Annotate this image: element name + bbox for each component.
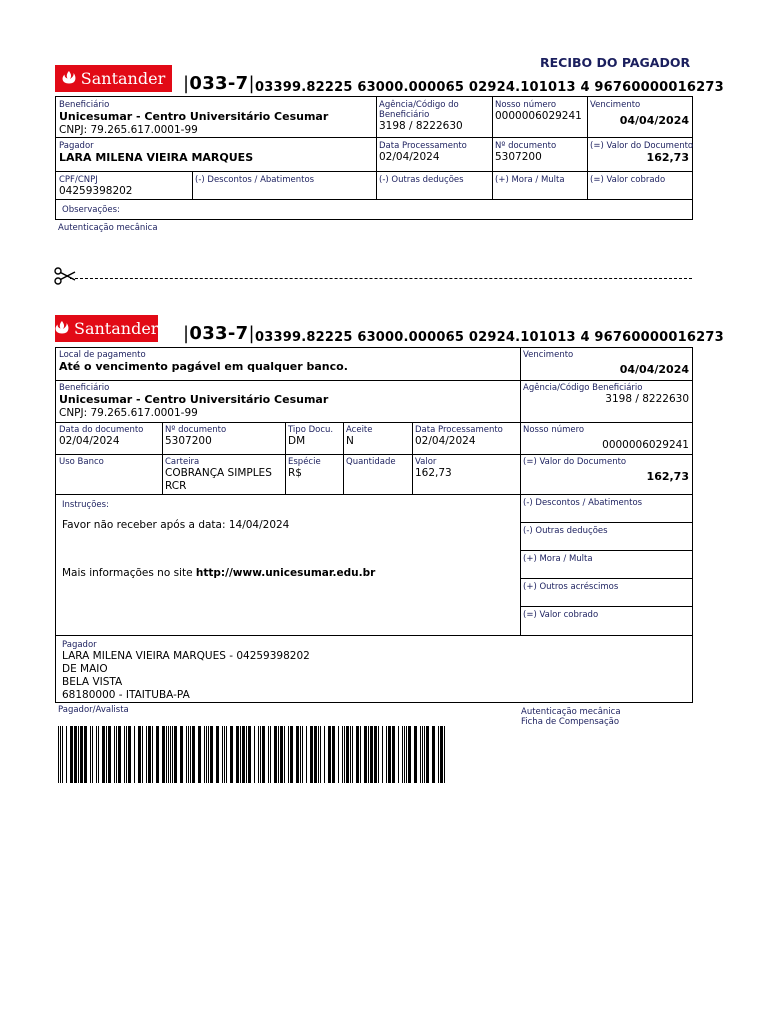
barcode-bar [332,726,335,783]
agencia-label: Agência/Código do Beneficiário [379,100,459,120]
barcode-bar [226,726,227,783]
mora-label: (+) Mora / Multa [523,554,593,564]
barcode-bar [302,726,303,783]
recibo-table [55,96,693,220]
barcode-bar [90,726,91,783]
pagador-label: Pagador [62,640,97,650]
local-pagamento-value: Até o vencimento pagável em qualquer banco. [59,360,348,373]
barcode-bar [368,726,369,783]
barcode-bar [426,726,429,783]
barcode-bar [382,726,383,783]
barcode-bar [274,726,277,783]
barcode-bar [230,726,233,783]
ficha-table [55,347,693,703]
data-processamento-value: 02/04/2024 [379,151,440,163]
data-documento-value: 02/04/2024 [59,435,120,447]
barcode-bar [70,726,73,783]
agencia-value: 3198 / 8222630 [605,393,689,405]
pagador-line-4: 68180000 - ITAITUBA-PA [62,689,190,701]
valor-cobrado-label: (=) Valor cobrado [523,610,599,620]
barcode-bar [188,726,189,783]
barcode-bar [62,726,63,783]
site-link[interactable]: http://www.unicesumar.edu.br [195,567,376,579]
quantidade-label: Quantidade [346,457,396,467]
barcode-bar [58,726,59,783]
num-documento-value: 5307200 [495,151,542,163]
barcode-bar [342,726,343,783]
nosso-numero-value: 0000006029241 [495,110,582,122]
nosso-numero-label: Nosso número [495,100,557,110]
agencia-value: 3198 / 8222630 [379,120,463,132]
barcode-bar [424,726,425,783]
descontos-label: (-) Descontos / Abatimentos [523,498,643,508]
barcode-bar [170,726,171,783]
barcode-bar [374,726,377,783]
barcode-bar [288,726,289,783]
barcode-bar [268,726,269,783]
barcode-bar [406,726,407,783]
barcode-bar [180,726,183,783]
digitable-line: 03399.82225 63000.000065 02924.101013 4 96760000016273 [255,330,724,345]
barcode-bar [210,726,213,783]
santander-flame-icon [62,71,76,87]
barcode-bar [270,726,271,783]
barcode-bar [240,726,241,783]
observacoes-label: Observações: [62,205,120,215]
cut-line [70,278,692,279]
barcode-bar [360,726,361,783]
barcode-bar [174,726,177,783]
barcode-bar [402,726,403,783]
bank-name: Santander [80,69,166,88]
barcode-bar [388,726,391,783]
barcode-bar [114,726,115,783]
barcode-bar [314,726,317,783]
barcode-bar [222,726,223,783]
barcode-bar [328,726,331,783]
bank-name: Santander [74,319,159,338]
barcode-bar [124,726,125,783]
especie-value: R$ [288,467,302,479]
barcode-bar [126,726,127,783]
santander-logo [55,65,172,92]
carteira-value-1: COBRANÇA SIMPLES [165,467,272,479]
carteira-label: Carteira [165,457,200,467]
valor-cobrado-label: (=) Valor cobrado [590,175,666,185]
outras-deducoes-label: (-) Outras deduções [523,526,608,536]
outros-acrescimos-label: (+) Outros acréscimos [523,582,619,592]
barcode-bar [246,726,247,783]
vencimento-label: Vencimento [590,100,641,110]
barcode-bar [280,726,283,783]
barcode-bar [338,726,339,783]
barcode-bar [206,726,207,783]
barcode-bar [438,726,439,783]
nosso-numero-value: 0000006029241 [602,439,689,451]
autenticacao-label: Autenticação mecânica [58,223,158,233]
valor-documento-label: (=) Valor do Documento [590,141,694,151]
barcode-bar [198,726,201,783]
barcode-bar [156,726,159,783]
bank-code: |033-7| [183,323,255,344]
barcode-bar [192,726,195,783]
num-documento-value: 5307200 [165,435,212,447]
aceite-value: N [346,435,354,447]
barcode-bar [346,726,349,783]
bank-code-value: 033-7 [189,73,249,94]
barcode-bar [290,726,293,783]
pagador-avalista-label: Pagador/Avalista [58,705,129,715]
barcode-bar [148,726,151,783]
mora-label: (+) Mora / Multa [495,175,565,185]
barcode-bar [80,726,83,783]
vencimento-value: 04/04/2024 [619,363,689,376]
descontos-label: (-) Descontos / Abatimentos [195,175,315,185]
aceite-label: Aceite [346,425,373,435]
barcode-bar [356,726,359,783]
barcode-bar [306,726,307,783]
valor-value: 162,73 [415,467,452,479]
barcode-bar [324,726,325,783]
beneficiario-cnpj: CNPJ: 79.265.617.0001-99 [59,407,198,419]
barcode-bar [378,726,379,783]
barcode-bar [254,726,255,783]
barcode-bar [318,726,319,783]
barcode-bar [300,726,301,783]
barcode-bar [162,726,165,783]
barcode-bar [208,726,209,783]
valor-documento-value: 162,73 [646,470,689,483]
barcode-bar [420,726,421,783]
instrucao-1: Favor não receber após a data: 14/04/2024 [62,519,290,531]
barcode-bar [84,726,87,783]
barcode-bar [352,726,353,783]
cpf-value: 04259398202 [59,185,133,197]
beneficiario-name: Unicesumar - Centro Universitário Cesumar [59,110,329,123]
barcode-bar [278,726,279,783]
barcode-bar [224,726,225,783]
cpf-label: CPF/CNPJ [59,175,98,185]
santander-logo-ficha [55,315,158,342]
pagador-line-3: BELA VISTA [62,676,123,688]
outras-deducoes-label: (-) Outras deduções [379,175,464,185]
pagador-name: LARA MILENA VIEIRA MARQUES [59,151,254,164]
barcode-bar [262,726,265,783]
barcode-bar [108,726,111,783]
barcode-bar [260,726,261,783]
barcode-bar [118,726,121,783]
barcode-bar [258,726,259,783]
instrucao-2 [62,567,375,580]
valor-label: Valor [415,457,437,467]
barcode-bar [350,726,351,783]
barcode-bar [248,726,251,783]
valor-documento-label: (=) Valor do Documento [523,457,627,467]
beneficiario-label: Beneficiário [59,383,110,393]
tipo-documento-value: DM [288,435,306,447]
beneficiario-cnpj: CNPJ: 79.265.617.0001-99 [59,124,198,136]
barcode-bar [134,726,135,783]
barcode-bar [408,726,411,783]
barcode-bar [422,726,423,783]
barcode-bar [392,726,395,783]
barcode-bar [398,726,399,783]
digitable-line: 03399.82225 63000.000065 02924.101013 4 96760000016273 [255,80,724,95]
pagador-label: Pagador [59,141,94,151]
barcode-bar [310,726,313,783]
ficha-compensacao-label: Ficha de Compensação [521,717,620,727]
recibo-title: RECIBO DO PAGADOR [540,55,691,70]
barcode-bar [216,726,219,783]
barcode-bar [432,726,435,783]
barcode-bar [386,726,387,783]
barcode-bar [172,726,173,783]
barcode-bar [116,726,117,783]
barcode-bar [146,726,147,783]
barcode-bar [444,726,445,783]
barcode-bar [74,726,77,783]
barcode-bar [138,726,141,783]
data-documento-label: Data do documento [59,425,144,435]
barcode-bar [364,726,367,783]
bank-code: |033-7| [183,73,255,94]
barcode-bar [204,726,205,783]
data-processamento-value: 02/04/2024 [415,435,476,447]
uso-banco-label: Uso Banco [59,457,104,467]
autenticacao-block [521,707,621,727]
barcode-bar [320,726,321,783]
pagador-line-2: DE MAIO [62,663,108,675]
barcode-bar [404,726,405,783]
barcode-bar [296,726,299,783]
nosso-numero-label: Nosso número [523,425,585,435]
barcode-bar [78,726,79,783]
carteira-value-2: RCR [165,480,187,492]
beneficiario-name: Unicesumar - Centro Universitário Cesumar [59,393,329,406]
tipo-documento-label: Tipo Docu. [288,425,334,435]
barcode-bar [60,726,61,783]
barcode-bar [152,726,153,783]
barcode-bar [190,726,191,783]
vencimento-value: 04/04/2024 [619,114,689,127]
bank-code-value: 033-7 [189,323,249,344]
barcode-bar [284,726,285,783]
beneficiario-label: Beneficiário [59,100,110,110]
barcode-bar [242,726,245,783]
barcode-bar [440,726,443,783]
instrucao-2-prefix: Mais informações no site [62,567,196,579]
barcode-bar [98,726,99,783]
barcode-bar [92,726,93,783]
data-processamento-label: Data Processamento [415,425,503,435]
barcode-bar [102,726,105,783]
barcode-bar [142,726,143,783]
barcode [58,726,450,783]
barcode-bar [236,726,239,783]
barcode-bar [168,726,169,783]
local-pagamento-label: Local de pagamento [59,350,146,360]
instrucoes-label: Instruções: [62,500,109,510]
especie-label: Espécie [288,457,321,467]
barcode-bar [106,726,107,783]
barcode-bar [370,726,373,783]
num-documento-label: Nº documento [165,425,227,435]
barcode-bar [186,726,187,783]
barcode-bar [96,726,97,783]
barcode-bar [166,726,167,783]
autenticacao-label: Autenticação mecânica [521,707,621,717]
barcode-bar [414,726,417,783]
barcode-bar [344,726,345,783]
num-documento-label: Nº documento [495,141,557,151]
valor-documento-value: 162,73 [646,151,689,164]
barcode-bar [128,726,131,783]
vencimento-label: Vencimento [523,350,574,360]
barcode-bar [66,726,67,783]
pagador-line-1: LARA MILENA VIEIRA MARQUES - 04259398202 [62,650,310,662]
santander-flame-icon [55,321,69,337]
agencia-label: Agência/Código Beneficiário [523,383,643,393]
data-processamento-label: Data Processamento [379,141,467,151]
